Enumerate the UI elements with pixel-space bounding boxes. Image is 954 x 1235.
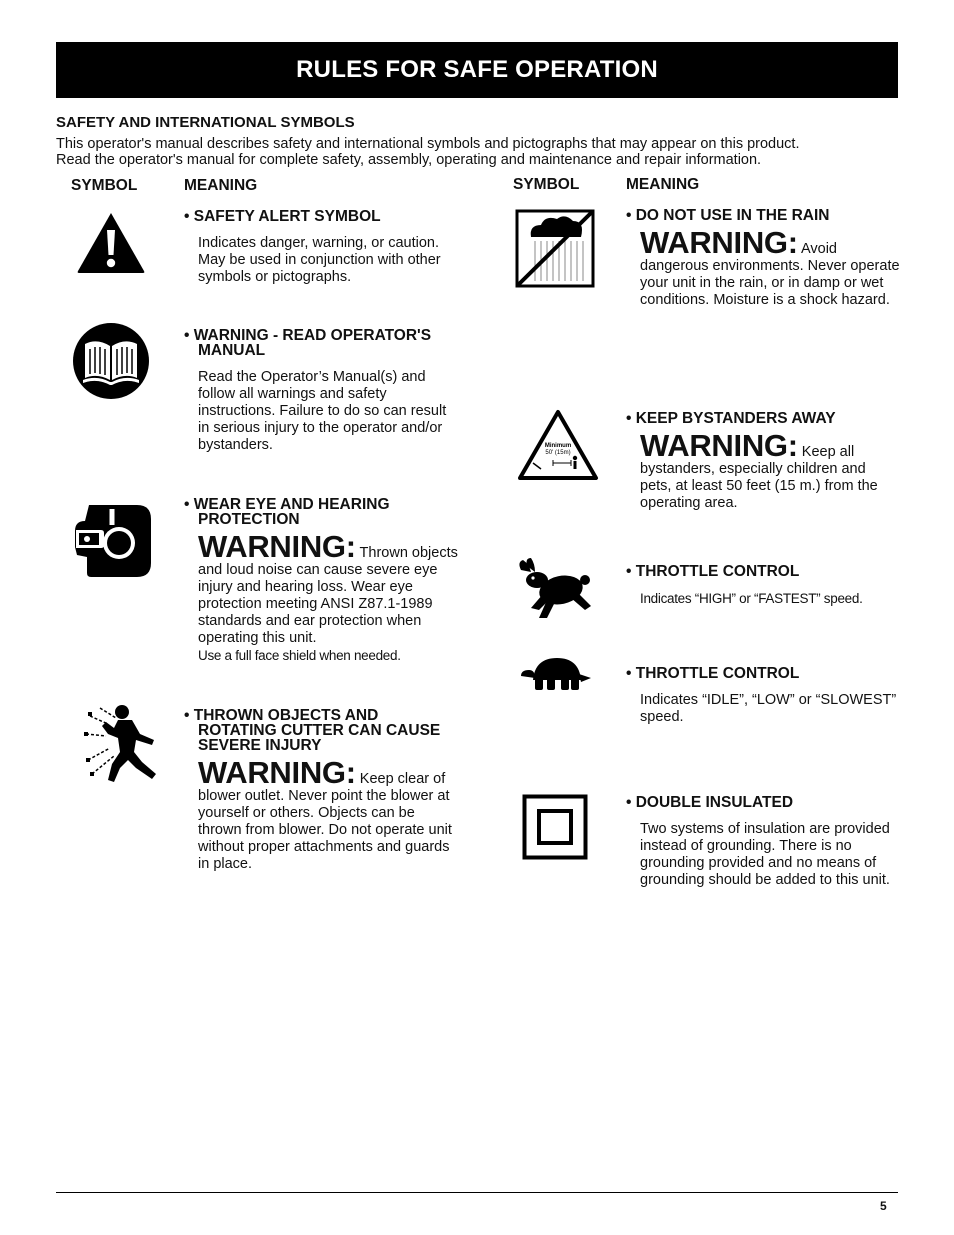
item-body: Indicates “IDLE”, “LOW” or “SLOWEST” speed. [640,692,897,725]
right-item-4 [626,666,901,726]
operator-manual-icon [71,322,151,400]
item-warning-text [184,529,459,647]
section-intro [56,136,898,168]
thrown-objects-icon [82,702,160,784]
section-title: SAFETY AND INTERNATIONAL SYMBOLS [56,114,355,131]
left-meaning-header: MEANING [184,177,258,194]
intro-line-2: Read the operator's manual for complete safety, assembly, operating and maintenance and repair information. [56,152,762,168]
right-item-5 [626,795,901,889]
item-warning-text [184,755,459,873]
item-body: Indicates danger, warning, or caution. May be used in conjunction with other symbols or pictographs. [198,235,441,285]
right-item-1 [626,208,901,309]
page-banner [56,42,898,98]
item-title: • DO NOT USE IN THE RAIN [626,207,830,224]
item-warning-text [626,225,901,309]
item-title: • THROTTLE CONTROL [626,665,800,682]
left-item-3 [184,497,459,664]
item-body: Thrown objects and loud noise can cause severe eye injury and hearing loss. Wear eye protection meeting ANSI Z87.1-1989 standards and ear protection when operating this unit. [198,545,458,646]
item-title: • DOUBLE INSULATED [626,794,794,811]
rabbit-icon [517,556,593,620]
left-item-2 [184,328,459,454]
item-title: • WEAR EYE AND HEARING PROTECTION [184,496,390,528]
item-note: Use a full face shield when needed. [198,648,401,663]
item-title: • KEEP BYSTANDERS AWAY [626,410,836,427]
banner-title: RULES FOR SAFE OPERATION [296,56,658,83]
safety-alert-icon [75,210,147,274]
item-title: • THROTTLE CONTROL [626,563,800,580]
page-number: 5 [880,1199,887,1213]
item-title: • SAFETY ALERT SYMBOL [184,208,381,225]
item-warning-text [626,428,901,512]
intro-line-1: This operator's manual describes safety and international symbols and pictographs that may appear on this product. [56,136,800,152]
right-symbol-header: SYMBOL [513,176,580,193]
warning-word: WARNING: [640,428,798,463]
item-body: Indicates “HIGH” or “FASTEST” speed. [640,591,863,606]
left-symbol-header: SYMBOL [71,177,138,194]
warning-word: WARNING: [640,225,798,260]
right-item-2 [626,411,901,512]
left-item-1 [184,209,459,286]
eye-hearing-protection-icon [71,497,153,579]
turtle-icon [519,656,593,692]
item-body: Avoid dangerous environments. Never operate your unit in the rain, or in damp or wet conditions. Moisture is a shock hazard. [640,241,900,308]
item-body: Keep clear of blower outlet. Never point the blower at yourself or others. Objects can be thrown from blower. Do not operate unit without proper attachments and guards in place. [198,771,452,872]
left-item-4 [184,708,459,873]
bystanders-icon [517,409,599,481]
right-meaning-header: MEANING [626,176,700,193]
item-body: Read the Operator’s Manual(s) and follow all warnings and safety instructions. Failure to do so can result in serious injury to the operator and/or bystanders. [198,369,447,453]
item-body: Two systems of insulation are provided instead of grounding. There is no grounding provided and no means of grounding should be added to this unit. [640,821,890,888]
warning-word: WARNING: [198,755,356,790]
warning-word: WARNING: [198,529,356,564]
footer-rule [56,1192,898,1193]
no-rain-icon [515,209,595,288]
bystanders-icon-text-2: 50' (15m) [545,450,571,456]
right-item-3 [626,564,906,607]
item-title: • THROWN OBJECTS AND ROTATING CUTTER CAN CAUSE SEVERE INJURY [184,707,441,754]
double-insulated-icon [522,794,588,860]
item-body: Keep all bystanders, especially children and pets, at least 50 feet (15 m.) from the operating area. [640,444,878,511]
bystanders-icon-text-1: Minimum [544,443,572,449]
item-title: • WARNING - READ OPERATOR'S MANUAL [184,327,432,359]
